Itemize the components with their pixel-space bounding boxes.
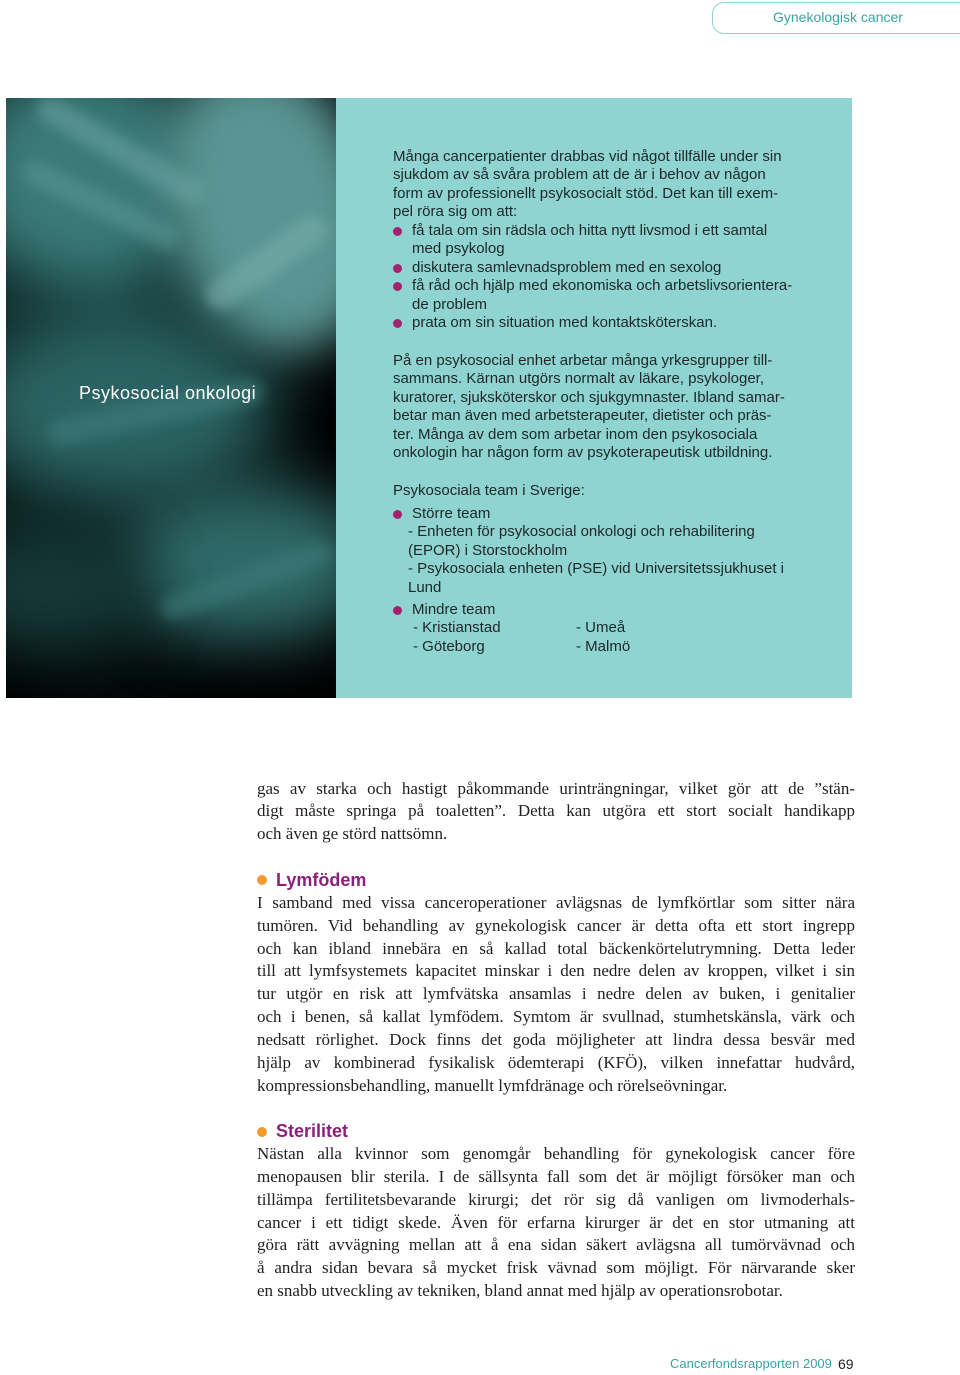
body-text-line: digt måste springa på toaletten”. Detta kan utgöra ett stort socialt handikapp: [257, 801, 855, 821]
hands-photo: [6, 98, 336, 698]
body-text-line: en snabb utveckling av tekniken, bland annat med hjälp av operationsrobotar.: [257, 1281, 783, 1301]
body-text-line: Nästan alla kvinnor som genomgår behandling för gynekologisk cancer före: [257, 1144, 855, 1164]
bullet-icon: [257, 1127, 267, 1137]
larger-teams-label: Större team: [412, 504, 491, 522]
panel-text-line: sammans. Kärnan utgörs normalt av läkare, psykologer,: [393, 370, 765, 388]
panel-text-line: ter. Många av dem som arbetar inom den psykosociala: [393, 425, 758, 443]
bullet-icon: [393, 264, 402, 273]
page-number: 69: [838, 1356, 854, 1372]
section-heading-text: Sterilitet: [276, 1121, 349, 1142]
needs-list-item: [393, 277, 843, 314]
body-text-line: gas av starka och hastigt påkommande urinträngningar, vilket gör att de ”stän-: [257, 778, 855, 798]
body-text-line: hjälp av kombinerad fysikalisk ödemterapi (KFÖ), vilken innefattar hudvård,: [257, 1052, 855, 1072]
body-text-line: å andra sidan bevara så mycket frisk vävnad som möjligt. För närvarande sker: [257, 1258, 855, 1278]
larger-teams-item: [393, 505, 843, 524]
body-text-line: nedsatt rörlighet. Dock finns det goda möjligheter att lindra dessa besvär med: [257, 1029, 855, 1049]
team-city: - Göteborg: [413, 637, 485, 655]
panel-text-line: få råd och hjälp med ekonomiska och arbetslivsorientera-: [412, 277, 793, 295]
panel-text-line: - Psykosociala enheten (PSE) vid Universitetssjukhuset i: [408, 560, 784, 578]
intro-paragraph: [393, 148, 843, 222]
body-text-line: och även ge störd nattsömn.: [257, 824, 448, 844]
body-text-line: cancer i ett tidigt skede. Även för erfarna kirurger är det en stor utmaning att: [257, 1212, 855, 1232]
section-heading-lymfodem: [257, 869, 855, 892]
teams-heading: Psykosociala team i Sverige:: [393, 481, 585, 499]
panel-text-line: Många cancerpatienter drabbas vid något tillfälle under sin: [393, 147, 782, 165]
bullet-icon: [393, 510, 402, 519]
panel-text-line: betar man även med arbetsterapeuter, dietister och präs-: [393, 407, 772, 425]
sterilitet-paragraph: [257, 1143, 855, 1303]
team-city: - Kristianstad: [413, 619, 501, 637]
team-city: - Malmö: [576, 637, 631, 655]
continued-paragraph: [257, 778, 855, 847]
body-text-line: tillämpa fertilitetsbevarande kirurgi; det rör sig då vanligen om livmoderhals-: [257, 1189, 855, 1209]
panel-text-line: Lund: [408, 578, 442, 596]
section-tab: [712, 2, 960, 34]
body-text-line: och kan ibland innebära en så kallad total bäckenkörtelutrymning. Detta leder: [257, 938, 855, 958]
panel-text-line: pel röra sig om att:: [393, 203, 518, 221]
panel-text-line: - Enheten för psykosocial onkologi och rehabilitering: [408, 523, 755, 541]
panel-text-line: de problem: [412, 295, 488, 313]
bullet-icon: [393, 282, 402, 291]
larger-teams-units: [393, 523, 843, 597]
bullet-icon: [393, 606, 402, 615]
panel-text-line: få tala om sin rädsla och hitta nytt livsmod i ett samtal: [412, 221, 768, 239]
body-text-line: I samband med vissa canceroperationer avlägsnas de lymfkörtlar som sitter nära: [257, 892, 855, 912]
team-city: - Umeå: [576, 619, 626, 637]
bullet-icon: [393, 319, 402, 328]
body-text-line: kompressionsbehandling, manuellt lymfdränage och rörelseövningar.: [257, 1075, 728, 1095]
needs-list-item: [393, 314, 843, 333]
section-heading-text: Lymfödem: [276, 869, 367, 890]
feature-title: Psykosocial onkologi: [79, 383, 257, 403]
hand-shadow: [6, 528, 146, 648]
staff-paragraph: [393, 352, 843, 463]
bullet-icon: [257, 875, 267, 885]
smaller-teams-label: Mindre team: [412, 600, 496, 618]
body-text-line: göra rätt avvägning mellan att å ena sidan säkert avlägsna all tumörvävnad och: [257, 1235, 855, 1255]
panel-text-line: med psykolog: [412, 240, 505, 258]
panel-text-line: onkologin har någon form av psykoterapeutisk utbildning.: [393, 444, 773, 462]
bullet-icon: [393, 227, 402, 236]
panel-text-line: kuratorer, sjuksköterskor och sjukgymnaster. Ibland samar-: [393, 388, 785, 406]
smaller-teams-units: [393, 619, 843, 656]
panel-text-line: prata om sin situation med kontaktsköterskan.: [412, 314, 718, 332]
needs-list-item: [393, 222, 843, 259]
panel-text-line: (EPOR) i Storstockholm: [408, 541, 568, 559]
body-text-line: till att lymfsystemets kapacitet minskar i den nedre delen av kroppen, vilket i sin: [257, 961, 855, 981]
needs-list: [393, 222, 843, 333]
smaller-teams-item: [393, 601, 843, 620]
section-heading-sterilitet: [257, 1120, 855, 1143]
footer-publication: Cancerfondsrapporten 2009: [670, 1356, 832, 1371]
lymfodem-paragraph: [257, 892, 855, 1098]
panel-text-line: På en psykosocial enhet arbetar många yrkesgrupper till-: [393, 351, 773, 369]
section-tab-label: Gynekologisk cancer: [773, 9, 903, 25]
panel-text-line: form av professionellt psykosocialt stöd. Det kan till exem-: [393, 184, 779, 202]
needs-list-item: [393, 259, 843, 278]
body-text-line: och i benen, så kallat lymfödem. Symtom är svullnad, stumhetskänsla, värk och: [257, 1007, 855, 1027]
feature-panel-text: [393, 148, 843, 657]
body-text-line: menopausen blir sterila. I de sällsynta fall som det är möjligt försöker man och: [257, 1166, 855, 1186]
body-text: [257, 778, 855, 1303]
panel-text-line: sjukdom av så svåra problem att de är i behov av någon: [393, 166, 766, 184]
panel-text-line: diskutera samlevnadsproblem med en sexolog: [412, 258, 722, 276]
body-text-line: tur utgör en risk att lymfvätska ansamlas i nedre delen av buken, i genitalier: [257, 984, 855, 1004]
feature-panel: [336, 98, 852, 698]
body-text-line: tumören. Vid behandling av gynekologisk cancer är detta ofta ett stort ingrepp: [257, 915, 855, 935]
